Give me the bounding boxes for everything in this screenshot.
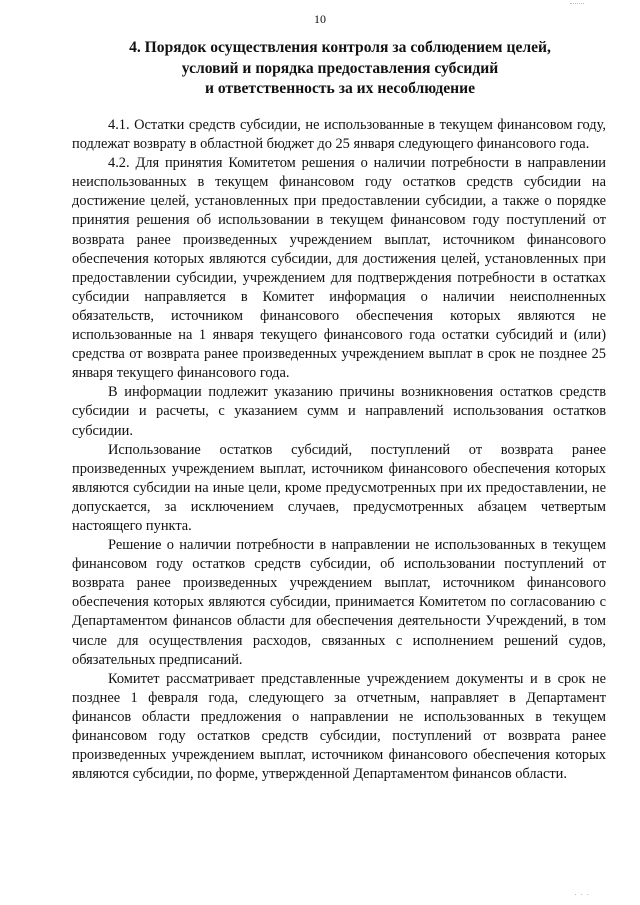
scan-corner-mark [570, 0, 584, 4]
page-number: 10 [314, 12, 326, 26]
paragraph-4-1: 4.1. Остатки средств субсидии, не использованные в текущем финансовом году, подлежат возврату в областной бюджет до 25 января следующего финансового года. [72, 117, 606, 153]
section-heading-line: 4. Порядок осуществления контроля за соблюдением целей, [129, 39, 551, 56]
paragraph-4-2: 4.2. Для принятия Комитетом решения о наличии потребности в направлении неиспользованных в текущем финансовом году остатков средств субсидии на достижение целей, установленных при предоставлении субсидии, а также о порядке принятия решения об использовании в текущем финансовом году поступлений от возврата ранее произведенных учреждением выплат, источником финансового обеспечения которых являются субсидии, для достижения целей, установленных при предоставлении субсидии, учреждением для подтверждения потребности в остатках субсидии направляется в Комитет информация о наличии неисполненных обязательств, источником финансового обеспечения которых являются не использованные на 1 января текущего финансового года остатки субсидий и (или) средства от возврата ранее произведенных учреждением выплат в срок не позднее 25 января текущего финансового года. [72, 155, 606, 382]
paragraph-usage-restriction: Использование остатков субсидий, поступлений от возврата ранее произведенных учреждением выплат, источником финансового обеспечения которых являются субсидии на иные цели, кроме предусмотренных при их предоставлении, не допускается, за исключением случаев, предусмотренных абзацем четвертым настоящего пункта. [72, 441, 606, 534]
section-heading-line: условий и порядка предоставления субсидий [181, 59, 499, 77]
section-heading [60, 38, 620, 100]
paragraph-decision: Решение о наличии потребности в направлении не использованных в текущем финансовом году остатков средств субсидии, об использовании поступлений от возврата ранее произведенных учреждением выплат, источником финансового обеспечения которых являются субсидии, принимается Комитетом по согласованию с Департаментом финансов области для обеспечения деятельности Учреждений, в том числе для осуществления расходов, связанных с исполнением решений судов, обязательных предписаний. [72, 537, 606, 668]
document-body [72, 116, 606, 784]
section-heading-line: и ответственность за их несоблюдение [204, 80, 476, 97]
paragraph-committee-review: Комитет рассматривает представленные учреждением документы и в срок не позднее 1 февраля года, следующего за отчетным, направляет в Департамент финансов области предложения о направлении не использованных в текущем финансовом году остатков средств субсидии, поступлений от возврата ранее произведенных учреждением выплат, источником финансового обеспечения которых являются субсидии, по форме, утвержденной Департаментом финансов области. [72, 670, 606, 783]
paragraph-reasons: В информации подлежит указанию причины возникновения остатков средств субсидии и расчеты, с указанием сумм и направлений использования остатков субсидии. [72, 384, 606, 439]
scan-bottom-mark: · · · [574, 891, 590, 899]
